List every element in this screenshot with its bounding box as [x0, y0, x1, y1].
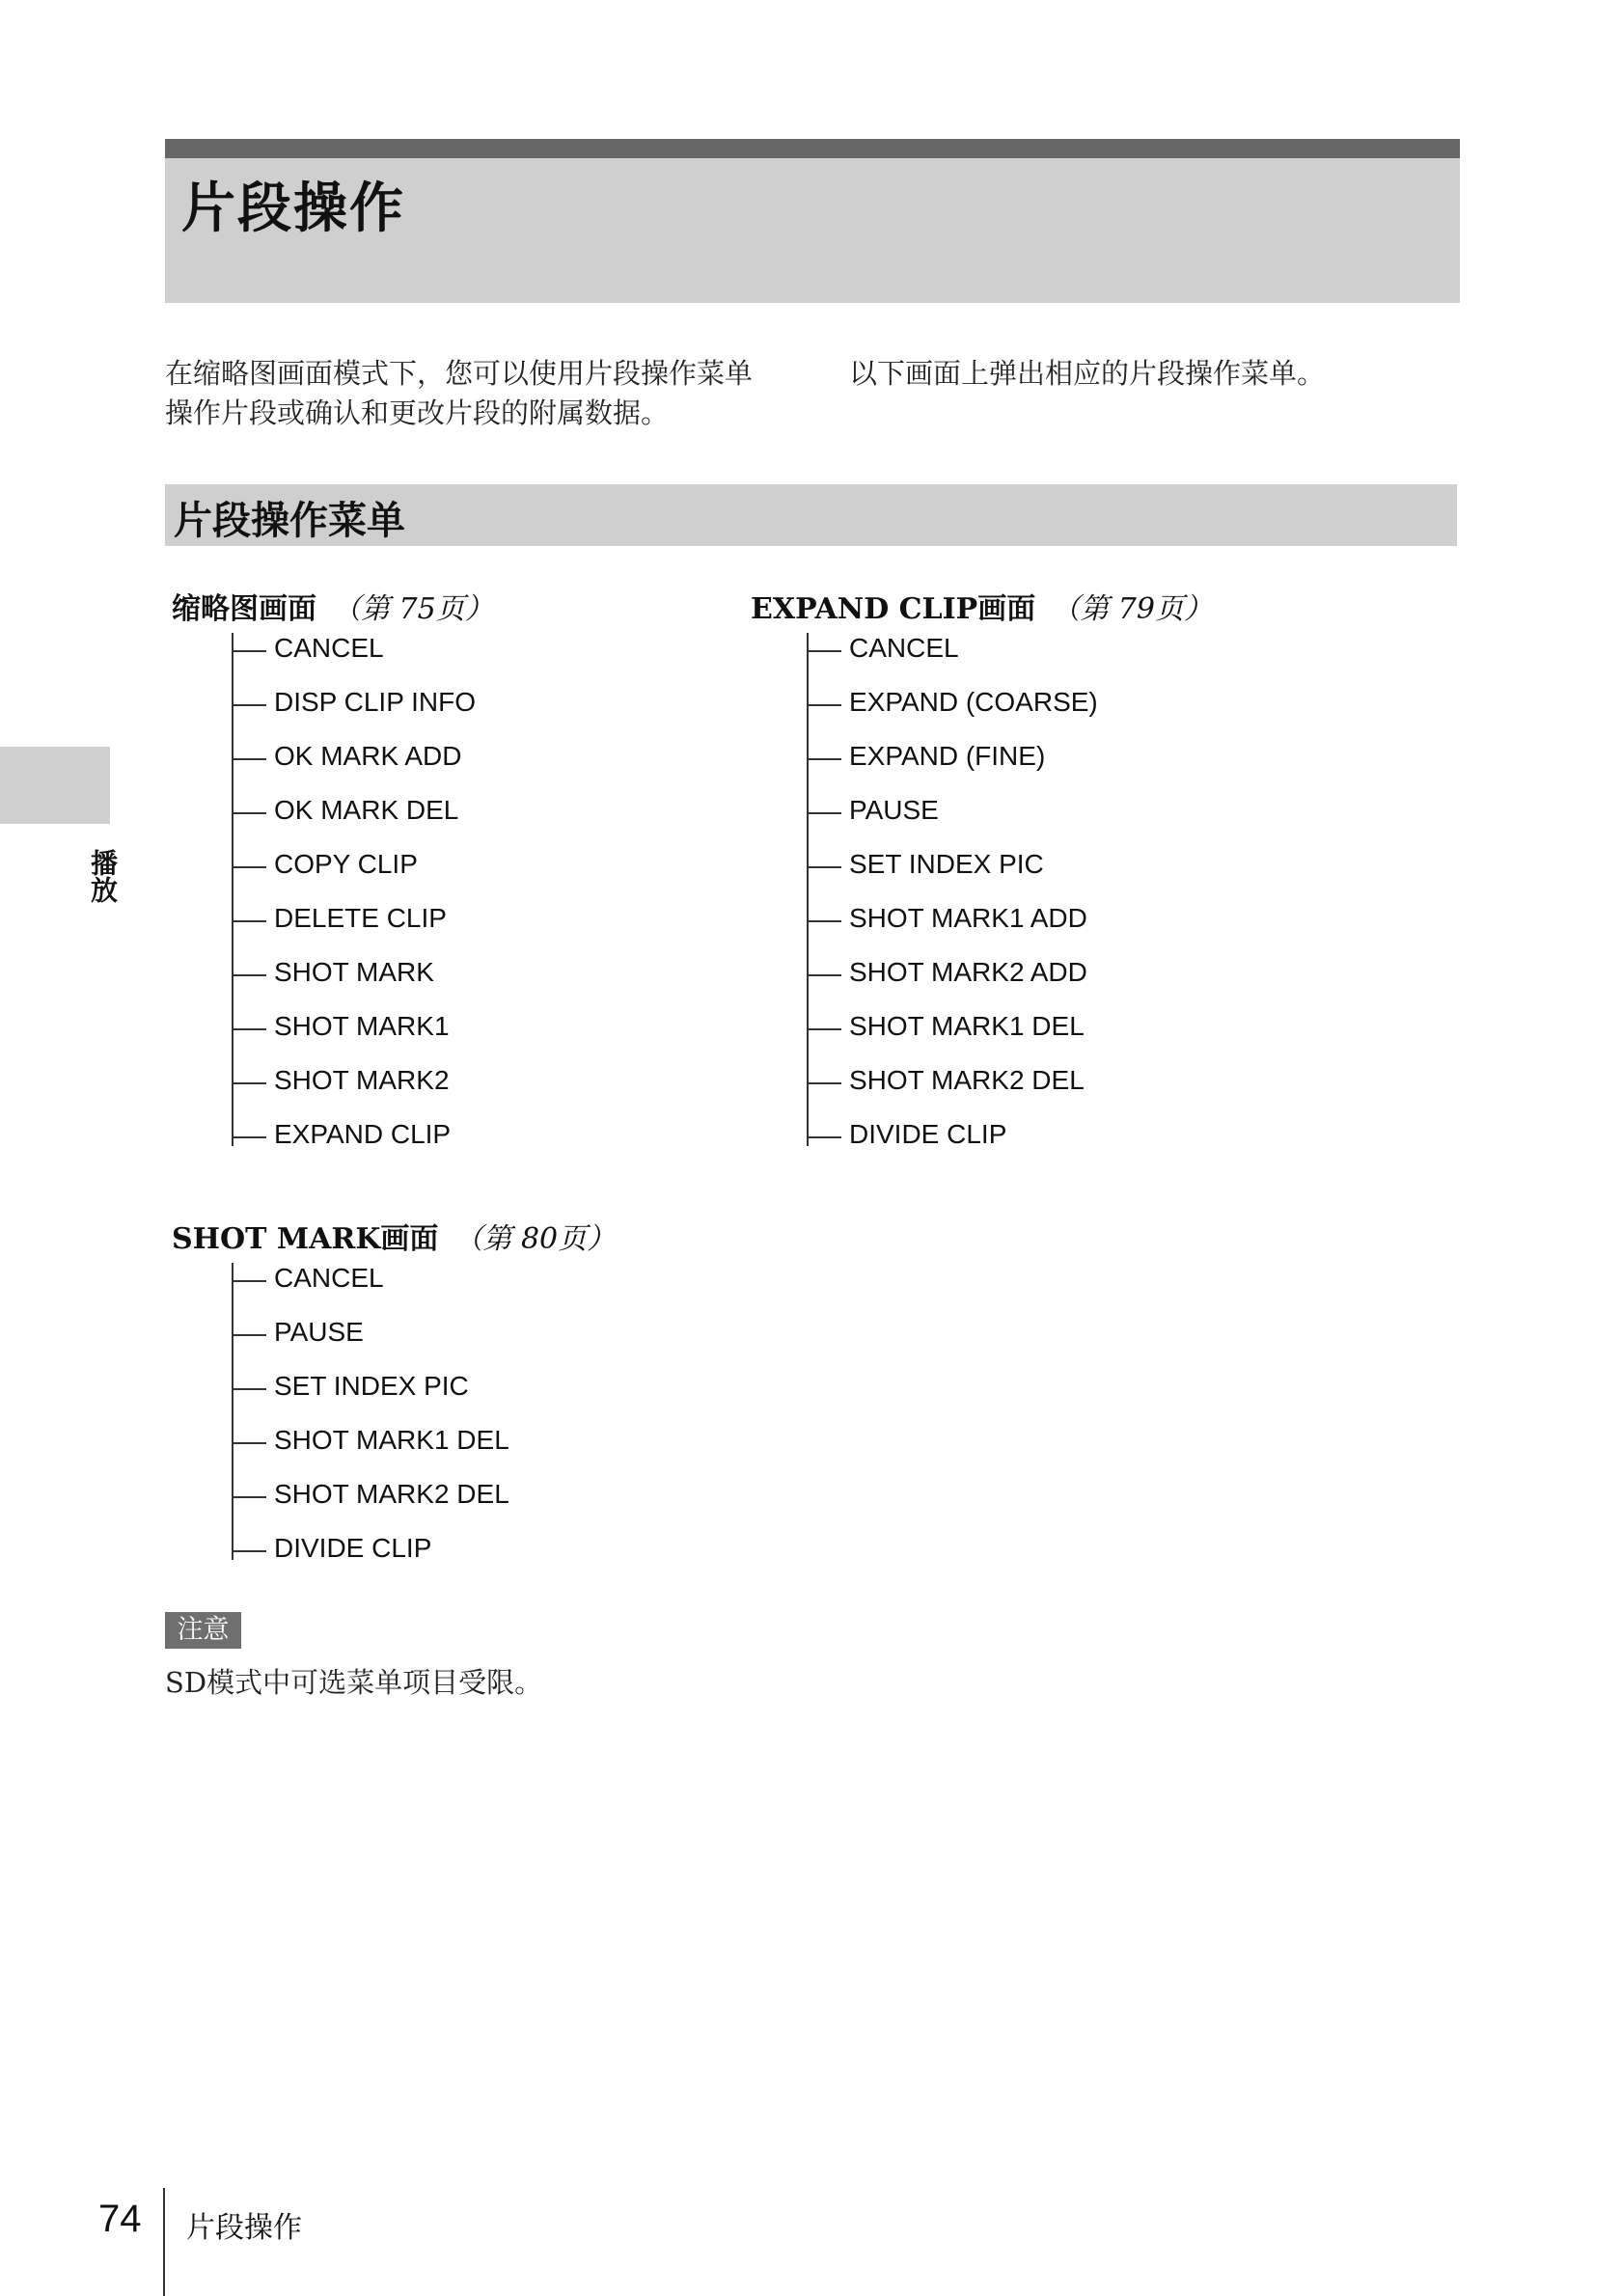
tree-branch-line — [807, 758, 841, 760]
menu-item-label: SET INDEX PIC — [274, 1371, 469, 1401]
menu-item-label: CANCEL — [274, 1263, 384, 1293]
menu-item-label: PAUSE — [274, 1317, 364, 1347]
menu-item-label: EXPAND (COARSE) — [849, 687, 1098, 717]
menu-item-label: DISP CLIP INFO — [274, 687, 477, 717]
menu-item-label: EXPAND (FINE) — [849, 741, 1046, 771]
tree-branch-line — [807, 1136, 841, 1138]
tree-branch-line — [232, 1334, 266, 1336]
intro-paragraph-left: 在缩略图画面模式下，您可以使用片段操作菜单操作片段或确认和更改片段的附属数据。 — [165, 357, 754, 429]
tree-branch-line — [232, 1136, 266, 1138]
menu-item-label: DIVIDE CLIP — [849, 1119, 1007, 1149]
menu-item-label: SHOT MARK2 ADD — [849, 957, 1087, 987]
title-top-rule — [165, 139, 1460, 158]
menu-item-label: COPY CLIP — [274, 849, 418, 879]
group-heading-text: EXPAND CLIP画面 — [751, 592, 1036, 626]
intro-paragraph-right: 以下画面上弹出相应的片段操作菜单。 — [849, 357, 1326, 390]
menu-item-label: EXPAND CLIP — [274, 1119, 452, 1149]
menu-item-label: OK MARK DEL — [274, 795, 459, 825]
menu-item-label: DELETE CLIP — [274, 903, 447, 933]
tree-trunk-line — [232, 1263, 234, 1560]
menu-item-label: CANCEL — [274, 633, 384, 663]
tree-branch-line — [232, 1550, 266, 1552]
page-reference: （第 80页） — [453, 1222, 617, 1256]
section-title: 片段操作菜单 — [174, 499, 405, 543]
menu-item-label: PAUSE — [849, 795, 939, 825]
footer-section-label: 片段操作 — [186, 2211, 302, 2245]
note-badge: 注意 — [165, 1612, 241, 1649]
menu-tree-thumbnail — [232, 633, 714, 1154]
tree-branch-line — [232, 704, 266, 706]
tree-branch-line — [232, 1082, 266, 1084]
menu-item-label: CANCEL — [849, 633, 959, 663]
menu-item-label: SHOT MARK2 — [274, 1065, 450, 1095]
menu-item-label: DIVIDE CLIP — [274, 1533, 432, 1563]
tree-branch-line — [232, 812, 266, 814]
tree-branch-line — [807, 920, 841, 922]
menu-item-label: SHOT MARK1 — [274, 1011, 450, 1041]
chapter-side-label: 播放 — [87, 849, 119, 903]
tree-trunk-line — [232, 633, 234, 1146]
tree-branch-line — [232, 866, 266, 868]
tree-branch-line — [232, 974, 266, 976]
page-number: 74 — [98, 2198, 142, 2240]
tree-branch-line — [807, 812, 841, 814]
group-heading-shot-mark — [172, 1215, 616, 1257]
menu-tree-expand-clip — [807, 633, 1289, 1154]
page-reference: （第 79页） — [1051, 592, 1213, 626]
menu-item-label: SHOT MARK1 DEL — [849, 1011, 1085, 1041]
tree-branch-line — [232, 1496, 266, 1498]
note-text: SD模式中可选菜单项目受限。 — [165, 1666, 543, 1699]
footer-divider — [163, 2188, 165, 2296]
tree-branch-line — [807, 704, 841, 706]
menu-item-label: SHOT MARK2 DEL — [274, 1479, 509, 1509]
tree-branch-line — [807, 650, 841, 652]
menu-item-label: SET INDEX PIC — [849, 849, 1044, 879]
tree-branch-line — [232, 650, 266, 652]
tree-branch-line — [232, 1280, 266, 1282]
group-heading-expand-clip — [751, 585, 1213, 627]
page-title: 片段操作 — [181, 178, 405, 240]
menu-item-label: SHOT MARK — [274, 957, 434, 987]
tree-branch-line — [232, 1442, 266, 1444]
group-heading-text: 缩略图画面 — [172, 592, 316, 626]
page-reference: （第 75页） — [332, 592, 494, 626]
chapter-side-tab — [0, 747, 110, 824]
tree-trunk-line — [807, 633, 809, 1146]
menu-tree-shot-mark — [232, 1263, 714, 1572]
tree-branch-line — [807, 974, 841, 976]
menu-item-label: SHOT MARK2 DEL — [849, 1065, 1085, 1095]
tree-branch-line — [807, 1028, 841, 1030]
tree-branch-line — [807, 1082, 841, 1084]
tree-branch-line — [232, 1028, 266, 1030]
tree-branch-line — [807, 866, 841, 868]
tree-branch-line — [232, 920, 266, 922]
tree-branch-line — [232, 1388, 266, 1390]
group-heading-text: SHOT MARK画面 — [172, 1222, 439, 1256]
group-heading-thumbnail — [172, 585, 494, 627]
tree-branch-line — [232, 758, 266, 760]
menu-item-label: SHOT MARK1 ADD — [849, 903, 1087, 933]
menu-item-label: OK MARK ADD — [274, 741, 462, 771]
menu-item-label: SHOT MARK1 DEL — [274, 1425, 509, 1455]
